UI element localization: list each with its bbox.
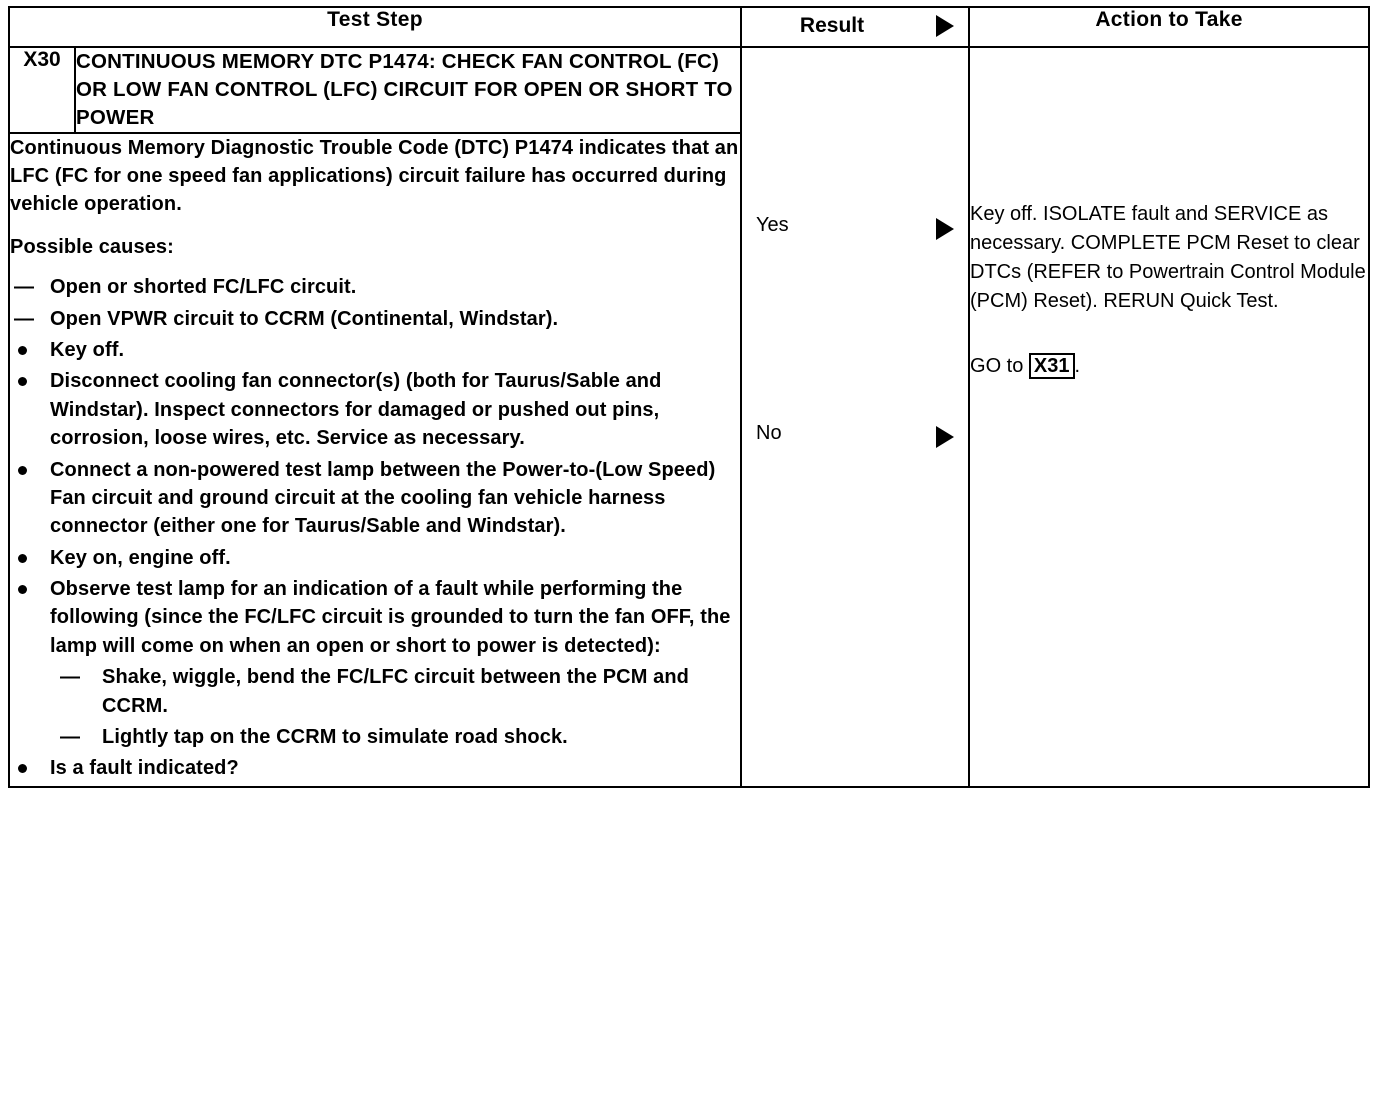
result-label-yes: Yes xyxy=(756,214,789,236)
list-item: Is a fault indicated? xyxy=(10,754,740,782)
list-item: Key off. xyxy=(10,336,740,364)
step-title-row xyxy=(9,47,1369,133)
header-result-label: Result xyxy=(799,14,865,37)
header-action-to-take: Action to Take xyxy=(969,7,1369,47)
list-item: — Open VPWR circuit to CCRM (Continental, Windstar). xyxy=(10,305,740,333)
list-item: — Shake, wiggle, bend the FC/LFC circuit between the PCM and CCRM. xyxy=(10,663,740,720)
header-test-step: Test Step xyxy=(9,7,741,47)
step-number: X30 xyxy=(9,47,75,133)
step-body xyxy=(9,133,741,787)
action-no-suffix: . xyxy=(1074,355,1081,377)
list-item: — Lightly tap on the CCRM to simulate road shock. xyxy=(10,723,740,751)
list-item: Observe test lamp for an indication of a fault while performing the following (since the FC/LFC circuit is grounded to turn the fan OFF, the lamp will come on when an open or short to power is detected): xyxy=(10,575,740,660)
action-link-x31[interactable]: X31 xyxy=(1029,353,1075,379)
list-item: — Open or shorted FC/LFC circuit. xyxy=(10,273,740,301)
diagnostic-page xyxy=(0,6,1376,1094)
result-column xyxy=(741,47,969,787)
list-item: Connect a non-powered test lamp between the Power-to-(Low Speed) Fan circuit and ground circuit at the cooling fan vehicle harness connector (either one for Taurus/Sable and Windstar). xyxy=(10,456,740,541)
result-arrow-yes-icon xyxy=(922,214,968,240)
result-row-no xyxy=(742,422,968,448)
step-paragraph-2: Possible causes: xyxy=(10,235,174,258)
table-header-row xyxy=(9,7,1369,47)
result-row-yes xyxy=(742,200,968,240)
step-title: CONTINUOUS MEMORY DTC P1474: CHECK FAN CONTROL (FC) OR LOW FAN CONTROL (LFC) CIRCUIT FOR OPEN OR SHORT TO POWER xyxy=(75,47,741,133)
action-spacer xyxy=(970,48,1368,200)
diagnostic-table xyxy=(8,6,1370,788)
step-item-list xyxy=(10,273,740,783)
action-text-yes: Key off. ISOLATE fault and SERVICE as necessary. COMPLETE PCM Reset to clear DTCs (REFER to Powertrain Control Module (PCM) Reset). RERUN Quick Test. xyxy=(970,203,1366,312)
action-no-prefix: GO to xyxy=(970,355,1029,377)
action-text-no xyxy=(970,352,1368,381)
header-result xyxy=(741,7,969,47)
list-item: Disconnect cooling fan connector(s) (both for Taurus/Sable and Windstar). Inspect connectors for damaged or pushed out pins, corrosion, loose wires, etc. Service as necessary. xyxy=(10,367,740,452)
result-spacer xyxy=(742,48,968,200)
result-label-no: No xyxy=(756,422,782,444)
step-paragraph-1: Continuous Memory Diagnostic Trouble Code (DTC) P1474 indicates that an LFC (FC for one speed fan applications) circuit failure has occurred during vehicle operation. xyxy=(10,136,739,216)
result-arrow-no-icon xyxy=(922,422,968,448)
list-item: Key on, engine off. xyxy=(10,544,740,572)
action-column xyxy=(969,47,1369,787)
header-arrow-icon xyxy=(922,15,968,37)
